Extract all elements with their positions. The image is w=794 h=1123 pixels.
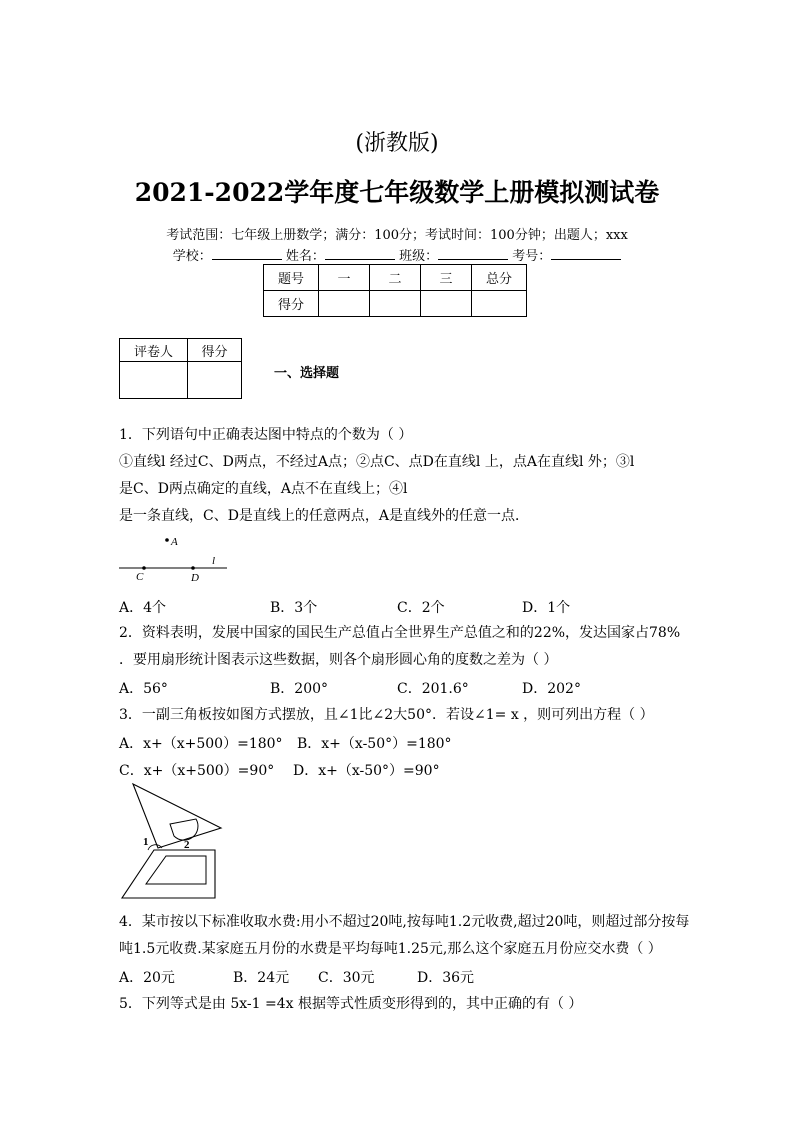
line-points-figure xyxy=(115,534,235,586)
score-header-cell: 二 xyxy=(370,265,421,291)
exam-edition-subtitle: (浙教版) xyxy=(355,131,439,156)
option-c[interactable]: C．x+（x+500）=90° xyxy=(119,763,275,779)
score-header-cell: 总分 xyxy=(472,265,527,291)
option-a[interactable]: A．x+（x+500）=180° xyxy=(119,736,283,752)
option-b[interactable]: B．3个 xyxy=(270,600,318,616)
exam-title: 2021-2022学年度七年级数学上册模拟测试卷 xyxy=(134,178,660,207)
label-d: D xyxy=(191,572,199,584)
option-d[interactable]: D．202° xyxy=(522,681,581,697)
angle-1-label: 1 xyxy=(143,836,149,848)
option-c[interactable]: C．201.6° xyxy=(397,681,469,697)
label-c: C xyxy=(136,571,144,583)
option-a[interactable]: A．56° xyxy=(119,681,168,697)
grader-cell[interactable] xyxy=(188,362,242,399)
exam-info-line: 考试范围：七年级上册数学；满分：100分；考试时间：100分钟；出题人；xxx xyxy=(166,228,628,243)
school-label: 学校： xyxy=(172,249,212,264)
question-5-line: 5．下列等式是由 5x-1 =4x 根据等式性质变形得到的，其中正确的有（ ） xyxy=(119,996,583,1012)
grader-cell[interactable] xyxy=(120,362,188,399)
option-d[interactable]: D．36元 xyxy=(417,970,475,986)
question-2-line: ．要用扇形统计图表示这些数据，则各个扇形圆心角的度数之差为（ ） xyxy=(119,652,558,668)
grader-header-cell: 得分 xyxy=(188,339,242,362)
label-a: A xyxy=(171,536,178,548)
lower-ruler-cutout xyxy=(146,856,206,884)
option-c[interactable]: C．2个 xyxy=(397,600,445,616)
class-blank[interactable] xyxy=(438,247,508,260)
name-label: 姓名： xyxy=(285,249,325,264)
score-header-cell: 三 xyxy=(421,265,472,291)
angle-2-label: 2 xyxy=(184,839,190,851)
name-blank[interactable] xyxy=(325,247,395,260)
question-4-line: 4．某市按以下标准收取水费:用小不超过20吨,按每吨1.2元收费,超过20吨，则超过部分按每 xyxy=(119,914,690,930)
score-cell[interactable] xyxy=(421,291,472,317)
point-c xyxy=(142,566,146,570)
score-header-cell: 题号 xyxy=(264,265,319,291)
score-cell[interactable] xyxy=(472,291,527,317)
score-header-cell: 一 xyxy=(319,265,370,291)
option-b[interactable]: B．x+（x-50°）=180° xyxy=(297,736,452,752)
option-b[interactable]: B．24元 xyxy=(233,970,290,986)
point-d xyxy=(191,566,195,570)
section-title: 一、选择题 xyxy=(274,366,340,381)
score-cell[interactable] xyxy=(319,291,370,317)
school-blank[interactable] xyxy=(212,247,282,260)
exam-no-blank[interactable] xyxy=(551,247,621,260)
option-a[interactable]: A．20元 xyxy=(119,970,175,986)
triangle-rulers-figure xyxy=(118,780,228,905)
question-3-line: 3．一副三角板按如图方式摆放，且∠1比∠2大50°．若设∠1= x ，则可列出方程（ ） xyxy=(119,707,654,723)
score-row-label: 得分 xyxy=(264,291,319,317)
question-2-line: 2．资料表明，发展中国家的国民生产总值占全世界生产总值之和的22%，发达国家占78% xyxy=(119,625,681,641)
option-b[interactable]: B．200° xyxy=(270,681,329,697)
label-l: l xyxy=(212,555,216,567)
exam-no-label: 考号： xyxy=(512,249,552,264)
student-fields xyxy=(0,245,794,264)
class-label: 班级： xyxy=(399,249,439,264)
question-1-line: 是一条直线，C、D是直线上的任意两点，A是直线外的任意一点． xyxy=(119,508,530,524)
lower-triangle-ruler xyxy=(122,850,215,898)
score-cell[interactable] xyxy=(370,291,421,317)
grader-table xyxy=(119,338,242,399)
question-1-line: 是C、D两点确定的直线，A点不在直线上；④l xyxy=(119,481,408,497)
grader-header-cell: 评卷人 xyxy=(120,339,188,362)
option-d[interactable]: D．1个 xyxy=(522,600,571,616)
option-d[interactable]: D．x+（x-50°）=90° xyxy=(293,763,440,779)
question-1-line: ①直线l 经过C、D两点，不经过A点；②点C、点D在直线l 上，点A在直线l 外；③l xyxy=(119,454,635,470)
score-table xyxy=(263,264,527,317)
point-a xyxy=(165,538,169,542)
question-1-line: 1．下列语句中正确表达图中特点的个数为（ ） xyxy=(119,427,413,443)
option-a[interactable]: A．4个 xyxy=(119,600,167,616)
question-4-line: 吨1.5元收费.某家庭五月份的水费是平均每吨1.25元,那么这个家庭五月份应交水费（ ） xyxy=(119,941,662,957)
option-c[interactable]: C．30元 xyxy=(318,970,375,986)
